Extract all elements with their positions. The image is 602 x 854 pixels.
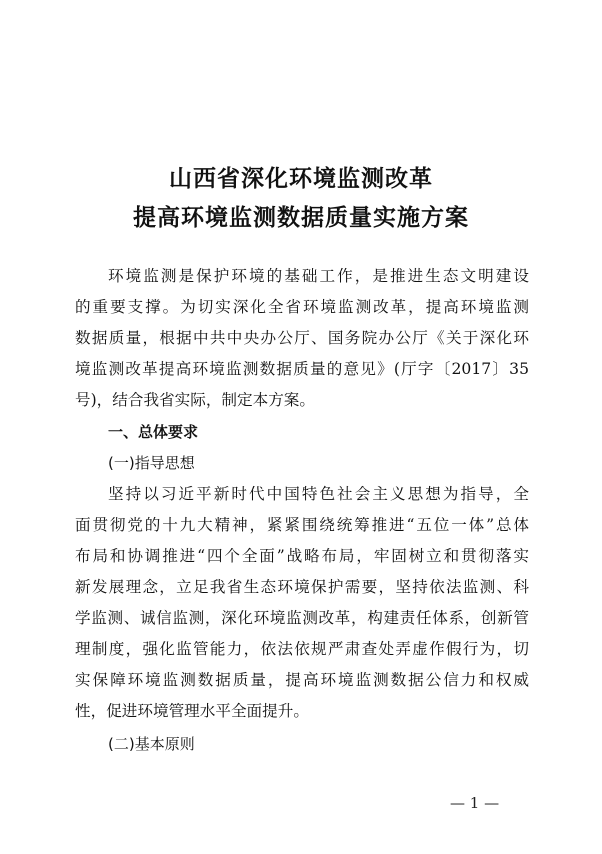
guiding-paragraph-line: 实保障环境监测数据质量，提高环境监测数据公信力和权威 <box>75 671 529 689</box>
intro-line: 数据质量，根据中共中央办公厅、国务院办公厅《关于深化环 <box>75 329 529 347</box>
document-title-line-2: 提高环境监测数据质量实施方案 <box>133 205 469 231</box>
guiding-paragraph-line: 布局和协调推进“四个全面”战略布局，牢固树立和贯彻落实 <box>75 547 529 565</box>
intro-line: 号)，结合我省实际，制定本方案。 <box>75 391 315 409</box>
document-title-line-1: 山西省深化环境监测改革 <box>169 166 433 192</box>
page-number: — 1 — <box>450 794 500 812</box>
subsection-heading: (二)基本原则 <box>108 735 195 753</box>
section-heading: 一、总体要求 <box>108 423 199 441</box>
guiding-paragraph-line: 性，促进环境管理水平全面提升。 <box>75 702 309 720</box>
subsection-heading: (一)指导思想 <box>108 454 195 472</box>
intro-line: 的重要支撑。为切实深化全省环境监测改革，提高环境监测 <box>75 298 529 316</box>
guiding-paragraph-line: 坚持以习近平新时代中国特色社会主义思想为指导，全 <box>108 485 529 503</box>
intro-line: 环境监测是保护环境的基础工作，是推进生态文明建设 <box>108 267 529 285</box>
guiding-paragraph-line: 新发展理念，立足我省生态环境保护需要，坚持依法监测、科 <box>75 578 529 596</box>
intro-line: 境监测改革提高环境监测数据质量的意见》(厅字〔2017〕35 <box>75 360 529 378</box>
guiding-paragraph-line: 学监测、诚信监测，深化环境监测改革，构建责任体系，创新管 <box>75 609 529 627</box>
guiding-paragraph-line: 面贯彻党的十九大精神，紧紧围绕统筹推进“五位一体”总体 <box>75 516 529 534</box>
guiding-paragraph-line: 理制度，强化监管能力，依法依规严肃查处弄虚作假行为，切 <box>75 640 529 658</box>
